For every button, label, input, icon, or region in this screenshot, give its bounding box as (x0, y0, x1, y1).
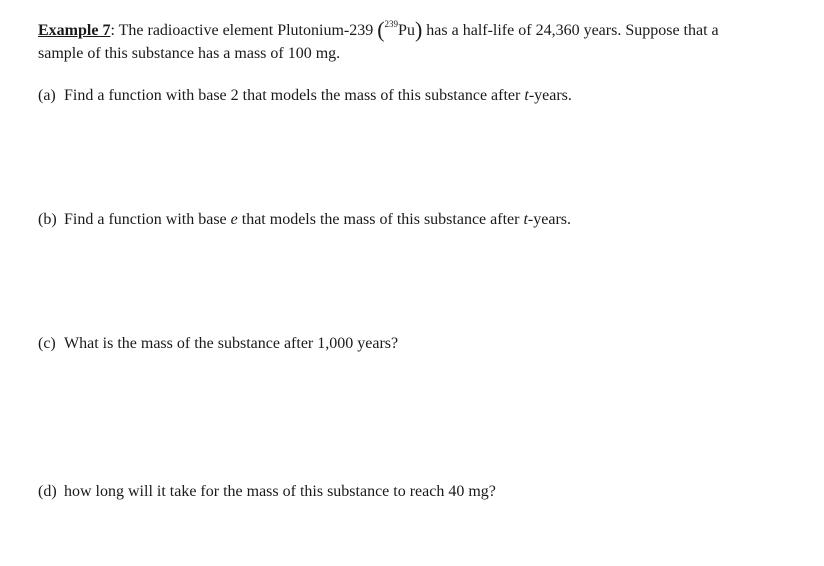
part-d-text: how long will it take for the mass of this substance to reach 40 mg? (64, 483, 496, 500)
part-b-variable: t (523, 211, 528, 228)
part-b-text-after-var: -years. (527, 211, 572, 228)
isotope-notation (377, 17, 423, 42)
part-b-marker: (b) (38, 211, 57, 228)
part-a-variable: t (524, 87, 529, 104)
intro-text-after-symbol: has a half-life of 24,360 years. Suppose that a (422, 22, 719, 39)
isotope-symbol: Pu (398, 22, 415, 39)
example-label: Example 7 (38, 22, 111, 39)
part-a-text-after-var: -years. (528, 87, 572, 104)
intro-text-before-symbol: The radioactive element Plutonium-239 (114, 22, 378, 39)
question-part-c (38, 334, 398, 354)
part-d-marker: (d) (38, 483, 57, 500)
isotope-mass-number: 239 (384, 19, 399, 29)
part-b-base: e (230, 211, 238, 228)
part-c-marker: (c) (38, 335, 56, 352)
part-b-text-middle: that models the mass of this substance after (237, 211, 524, 228)
isotope-close-paren: ) (414, 17, 423, 42)
part-c-text: What is the mass of the substance after 1,000 years? (64, 335, 399, 352)
question-part-a (38, 86, 572, 106)
part-a-text-before-var: Find a function with base 2 that models the mass of this substance after (64, 87, 525, 104)
example-intro-line-1 (38, 14, 719, 41)
question-part-b (38, 210, 571, 230)
question-part-d (38, 482, 496, 502)
isotope-open-paren: ( (377, 17, 385, 42)
example-intro-line-2: sample of this substance has a mass of 100 mg. (38, 45, 341, 62)
part-b-text-before-base: Find a function with base (64, 211, 231, 228)
part-a-marker: (a) (38, 87, 56, 104)
example-label-colon: : (110, 22, 115, 39)
